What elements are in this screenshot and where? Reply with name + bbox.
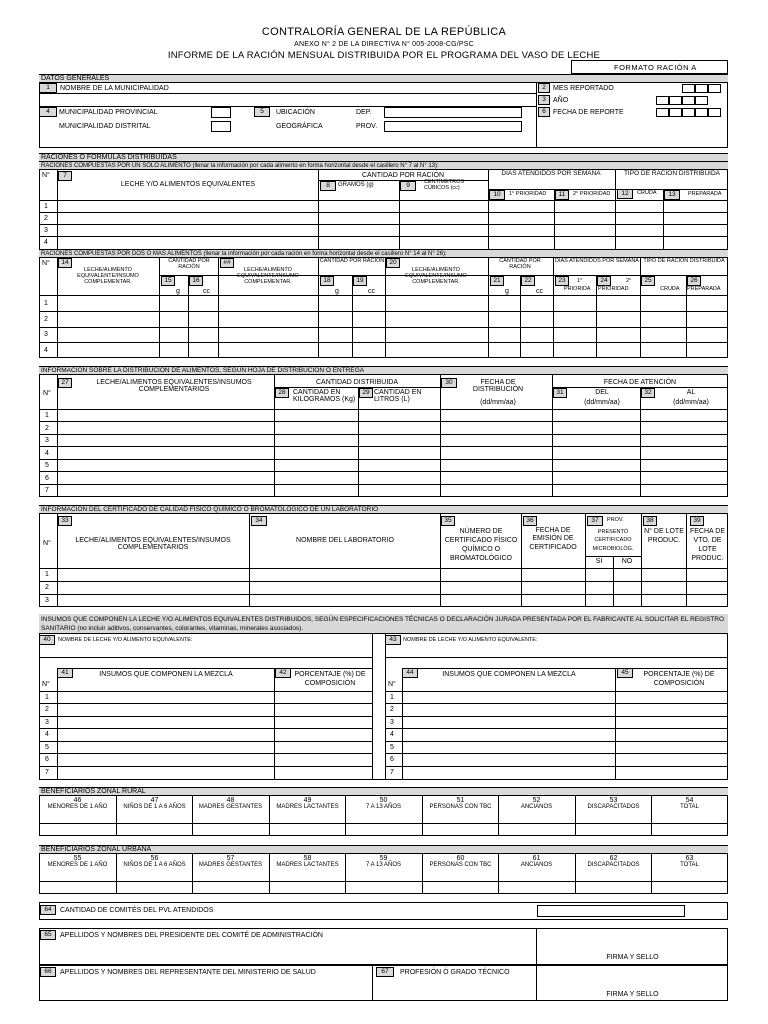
ins-left-row-4: 4	[45, 731, 49, 738]
rural-col-number: 54	[685, 797, 694, 804]
committees-input[interactable]	[537, 905, 685, 917]
food-label-3: LECHE/ALIMENTO EQUIVALENTE/INSUMO COMPLEMENTAR.	[405, 267, 467, 285]
input-name-right: NOMBRE DE LECHE Y/O ALIMENTO EQUIVALENTE:	[403, 637, 538, 643]
dist-date-label: FECHA DE DISTRIBUCIÓN	[472, 379, 524, 394]
document-title: CONTRALORÍA GENERAL DE LA REPÚBLICA	[261, 26, 507, 38]
field-number-6: 6	[538, 107, 550, 117]
ins-right-row-4: 4	[390, 731, 394, 738]
ins-right-row-7: 7	[390, 769, 394, 776]
prov-label: PROV.	[356, 123, 378, 130]
dist-qty-label: CANTIDAD DISTRIBUIDA	[315, 379, 399, 386]
multi-row-4: 4	[44, 347, 48, 354]
field-number-65: 65	[40, 930, 56, 940]
prep-label: PREPARADA	[688, 191, 722, 197]
rural-col-number: 48	[226, 797, 235, 804]
rural-col-number: 50	[379, 797, 388, 804]
single-row-1: 1	[44, 203, 48, 210]
muni-dist-label: MUNICIPALIDAD DISTRITAL	[59, 123, 151, 130]
date-digit-3[interactable]	[682, 108, 695, 117]
prio1-label: 1° PRIORIDAD	[509, 191, 547, 197]
ins-right-row-2: 2	[390, 706, 394, 713]
urban-col-number: 59	[379, 855, 388, 862]
sign-label-1: FIRMA Y SELLO	[606, 954, 659, 961]
lot-label: N° DE LOTE PRODUC.	[644, 528, 684, 545]
ins-left-row-7: 7	[45, 769, 49, 776]
dist-row-4: 4	[45, 450, 49, 457]
field-number-14: 14	[58, 258, 72, 268]
from-label: DEL	[595, 389, 609, 396]
n-label: N°	[42, 172, 50, 179]
field-number-22: 22	[521, 276, 535, 286]
field-number-13: 13	[664, 190, 680, 200]
rural-col-number: 53	[609, 797, 618, 804]
single-food-header: RACIONES COMPUESTAS POR UN SOLO ALIMENTO (llenar la información por cada alimento en forma horizontal desde el casillero N° 7 al N° 13):	[39, 161, 728, 170]
lab-label: NOMBRE DEL LABORATORIO	[296, 537, 394, 544]
field-number-43: 43	[385, 635, 401, 645]
field-number-25: 25	[641, 276, 655, 286]
field-number-20: 20	[386, 258, 400, 268]
urban-col-number: 58	[303, 855, 312, 862]
dist-row-2: 2	[45, 425, 49, 432]
muni-name-label: NOMBRE DE LA MUNICIPALIDAD	[60, 85, 169, 92]
qty-label-3: CANTIDAD POR RACIÓN	[499, 258, 541, 270]
month-digit-3[interactable]	[708, 84, 721, 93]
food-label-2: LECHE/ALIMENTO EQUIVALENTE/INSUMO COMPLEMENTAR.	[237, 267, 299, 285]
pct-label-left: PORCENTAJE (%) DE COMPOSICIÓN	[294, 671, 366, 688]
dep-label: DEP.	[356, 109, 372, 116]
prof-label: PROFESIÓN Ó GRADO TÉCNICO	[400, 969, 510, 976]
attn-label: FECHA DE ATENCIÓN	[603, 379, 677, 386]
field-number-30: 30	[441, 378, 457, 388]
prov-input[interactable]	[384, 121, 522, 132]
cc-unit-1: cc	[203, 288, 210, 295]
field-number-8: 8	[320, 181, 336, 191]
field-number-3: 3	[538, 95, 550, 105]
ins-left-row-2: 2	[45, 706, 49, 713]
month-digit-2[interactable]	[695, 84, 708, 93]
urban-col-number: 56	[150, 855, 159, 862]
field-number-32: 32	[641, 388, 655, 398]
dist-row-7: 7	[45, 487, 49, 494]
field-number-24: 24	[597, 276, 611, 286]
dist-row-3: 3	[45, 437, 49, 444]
urban-col-number: 60	[456, 855, 465, 862]
field-number-19: 19	[353, 276, 367, 286]
days-label: DÍAS ATENDIDOS POR SEMANA	[501, 170, 601, 177]
report-date-label: FECHA DE REPORTE	[553, 109, 624, 116]
cc-unit-2: cc	[368, 288, 375, 295]
cert-food-label: LECHE/ALIMENTOS EQUIVALENTES/INSUMOS COMPLEMENTARIOS	[75, 537, 231, 552]
prov-mini: PROV.	[607, 517, 624, 523]
section-header-urban: BENEFICIARIOS ZONAL URBANA	[39, 845, 728, 854]
field-number-10: 10	[489, 190, 505, 200]
dist-row-1: 1	[45, 412, 49, 419]
ins-right-row-5: 5	[390, 744, 394, 751]
single-row-3: 3	[44, 227, 48, 234]
cc-unit-3: cc	[536, 288, 543, 295]
geo-label: GEOGRÁFICA	[276, 123, 323, 130]
urban-col-label: ANCIANOS	[520, 862, 553, 868]
single-row-2: 2	[44, 215, 48, 222]
exp-label: FECHA DE VTO. DE LOTE PRODUC.	[689, 528, 725, 563]
urban-col-number: 57	[226, 855, 235, 862]
ins-left-row-1: 1	[45, 694, 49, 701]
prio2-short: 2°	[626, 278, 632, 284]
pct-label-right: PORCENTAJE (%) DE COMPOSICIÓN	[643, 671, 715, 688]
liters-label: CANTIDAD EN LITROS (L)	[374, 389, 422, 404]
qty-label-1: CANTIDAD POR RACIÓN	[168, 258, 210, 270]
year-digit-3[interactable]	[682, 96, 695, 105]
rural-col-number: 52	[532, 797, 541, 804]
urban-col-label: 7 A 13 AÑOS	[365, 862, 402, 868]
emission-label: FECHA DE EMISIÓN DE CERTIFICADO	[529, 527, 577, 551]
field-number-17: ##	[220, 258, 234, 268]
ins-right-row-3: 3	[390, 719, 394, 726]
rural-col-label: PERSONAS CON TBC	[429, 804, 492, 810]
rural-col-label: MADRES LACTANTES	[276, 804, 339, 810]
to-fmt: (dd/mm/aa)	[673, 399, 709, 406]
rural-col-number: 47	[150, 797, 159, 804]
rural-col-number: 51	[456, 797, 465, 804]
raw-label: CRUDA	[637, 190, 657, 196]
urban-col-number: 63	[685, 855, 694, 862]
urban-col-label: MADRES LACTANTES	[276, 862, 339, 868]
to-label: AL	[686, 389, 696, 396]
micro-label: PRESENTÓ CERTIFICADO MICROBIOLÓG.	[592, 529, 634, 552]
ins-right-row-1: 1	[390, 694, 394, 701]
prio-label-2: PRIORIDAD	[598, 286, 629, 292]
days-label-2: DÍAS ATENDIDOS POR SEMANA	[555, 258, 639, 264]
no-label: NO	[621, 558, 633, 565]
rural-col-label: DISCAPACITADOS	[587, 804, 640, 810]
section-header-certificate: INFORMACIÓN DEL CERTIFICADO DE CALIDAD FÍSICO QUÍMICO O BROMATOLÓGICO DE UN LABORATORIO	[39, 505, 728, 514]
field-number-40: 40	[39, 635, 55, 645]
field-number-34: 34	[251, 516, 267, 526]
ins-label-left: INSUMOS QUE COMPONEN LA MEZCLA	[99, 671, 233, 678]
qty-label: CANTIDAD POR RACIÓN	[361, 172, 445, 179]
field-number-4: 4	[39, 107, 57, 117]
muni-prov-checkbox[interactable]	[211, 107, 231, 118]
field-number-35: 35	[441, 516, 455, 526]
field-number-42: 42	[275, 668, 291, 678]
prio1-short: 1°	[577, 278, 583, 284]
field-number-21: 21	[490, 276, 504, 286]
field-number-67: 67	[376, 967, 394, 977]
prio2-label: 2° PRIORIDAD	[573, 191, 611, 197]
field-number-11: 11	[555, 190, 569, 200]
g-unit-3: g	[505, 288, 509, 295]
field-number-31: 31	[553, 388, 567, 398]
cert-row-2: 2	[45, 584, 49, 591]
rural-col-label: 7 A 13 AÑOS	[365, 804, 402, 810]
field-number-23: 23	[555, 276, 569, 286]
year-digit-2[interactable]	[669, 96, 682, 105]
field-number-36: 36	[523, 516, 537, 526]
from-fmt: (dd/mm/aa)	[584, 399, 620, 406]
rural-col-label: TOTAL	[680, 804, 699, 810]
year-digit-1[interactable]	[656, 96, 669, 105]
food-label-1: LECHE/ALIMENTO EQUIVALENTE/INSUMO COMPLEMENTAR.	[77, 267, 139, 285]
date-digit-2[interactable]	[669, 108, 682, 117]
ins-left-row-5: 5	[45, 744, 49, 751]
field-number-2: 2	[538, 83, 550, 93]
president-label: APELLIDOS Y NOMBRES DEL PRESIDENTE DEL COMITÉ DE ADMINISTRACIÓN	[60, 932, 323, 939]
field-number-64: 64	[40, 905, 56, 915]
field-number-1: 1	[39, 83, 57, 93]
dist-row-6: 6	[45, 475, 49, 482]
field-number-9: 9	[400, 181, 416, 191]
g-unit-1: g	[176, 288, 180, 295]
urban-col-label: PERSONAS CON TBC	[429, 862, 492, 868]
ins-n-right: N°	[388, 681, 396, 688]
year-digit-4[interactable]	[695, 96, 708, 105]
committees-label: CANTIDAD DE COMITÉS DEL PVL ATENDIDOS	[60, 907, 214, 914]
urban-col-label: NIÑOS DE 1 A 6 AÑOS	[123, 862, 186, 868]
rural-col-label: NIÑOS DE 1 A 6 AÑOS	[123, 804, 186, 810]
qty-label-2: CANTIDAD POR RACIÓN	[319, 258, 385, 264]
kg-label: CANTIDAD EN KILOGRAMOS (Kg)	[293, 389, 356, 404]
field-number-39: 39	[690, 516, 704, 526]
urban-col-number: 62	[609, 855, 618, 862]
annex-label: ANEXO N° 2 DE LA DIRECTIVA N° 005-2008-CG/PSC	[294, 41, 474, 48]
urban-col-label: MENORES DE 1 AÑO	[47, 862, 108, 868]
ins-left-row-6: 6	[45, 756, 49, 763]
date-digit-5[interactable]	[708, 108, 721, 117]
multi-row-1: 1	[44, 300, 48, 307]
rural-col-label: ANCIANOS	[520, 804, 553, 810]
field-number-38: 38	[643, 516, 657, 526]
type-label: TIPO DE RACIÓN DISTRIBUIDA	[623, 170, 721, 177]
format-box	[571, 60, 728, 74]
dist-row-5: 5	[45, 462, 49, 469]
month-label: MES REPORTADO	[553, 85, 614, 92]
dist-n-label: N°	[43, 390, 51, 397]
field-number-26: 26	[687, 276, 701, 286]
field-number-29: 29	[359, 388, 373, 398]
field-number-33: 33	[58, 516, 72, 526]
single-row-4: 4	[44, 239, 48, 246]
rural-col-number: 49	[303, 797, 312, 804]
rural-col-label: MADRES GESTANTES	[198, 804, 263, 810]
section-header-rural: BENEFICIARIOS ZONAL RURAL	[39, 787, 728, 796]
field-number-7: 7	[58, 171, 72, 181]
g-unit-2: g	[335, 288, 339, 295]
section-header-rations: RACIONES O FÓRMULAS DISTRIBUIDAS	[39, 153, 728, 162]
rural-col-number: 46	[73, 797, 82, 804]
multi-food-header: RACIONES COMPUESTAS POR DOS O MÁS ALIMENTOS (llenar la información por cada ración en forma horizontal desde el casillero N° 14 al N° 26):	[39, 249, 728, 258]
dist-food-label: LECHE/ALIMENTOS EQUIVALENTES/INSUMOS COMPLEMENTARIOS	[96, 379, 252, 394]
prio-label-1: PRIORIDA	[564, 286, 591, 292]
yes-label: SI	[595, 558, 603, 565]
month-digit-1[interactable]	[682, 84, 695, 93]
field-number-5: 5	[254, 107, 270, 117]
field-number-28: 28	[275, 388, 289, 398]
cc-label: CENTÍMETROS CÚBICOS (cc)	[424, 179, 465, 191]
urban-col-number: 61	[532, 855, 541, 862]
cert-row-3: 3	[45, 597, 49, 604]
muni-prov-label: MUNICIPALIDAD PROVINCIAL	[59, 109, 158, 116]
field-number-44: 44	[402, 668, 418, 678]
field-number-27: 27	[58, 378, 72, 388]
format-label: FORMATO RACIÓN A	[614, 63, 697, 72]
section-header-inputs: INSUMOS QUE COMPONEN LA LECHE Y/O ALIMENTOS EQUIVALENTES DISTRIBUIDOS, SEGÚN ESPECIFICACIONES TÉCNICAS O DECLARACIÓN JURADA PRESENTADA POR EL FABRICANTE AL SOLICITAR EL REGISTRO SANITARIO (no incluir aditivos, conservantes, colorantes, vitaminas, minerales asociados).	[41, 616, 725, 632]
field-number-45: 45	[617, 668, 633, 678]
urban-col-label: TOTAL	[680, 862, 699, 868]
document-subtitle: INFORME DE LA RACIÓN MENSUAL DISTRIBUIDA POR EL PROGRAMA DEL VASO DE LECHE	[167, 50, 601, 61]
n-label-2: N°	[42, 260, 50, 267]
year-label: AÑO	[553, 97, 569, 104]
urban-col-number: 55	[73, 855, 82, 862]
section-header-distribution: INFORMACIÓN SOBRE LA DISTRIBUCIÓN DE ALIMENTOS, SEGÚN HOJA DE DISTRIBUCIÓN O ENTREGA	[39, 366, 728, 375]
rep-label: APELLIDOS Y NOMBRES DEL REPRESENTANTE DEL MINISTERIO DE SALUD	[60, 969, 316, 976]
field-number-66: 66	[40, 967, 56, 977]
multi-row-2: 2	[44, 316, 48, 323]
ins-right-row-6: 6	[390, 756, 394, 763]
cert-number-label: NÚMERO DE CERTIFICADO FÍSICO QUÍMICO O BROMATOLÓGICO	[444, 528, 518, 563]
date-digit-4[interactable]	[695, 108, 708, 117]
type-label-2: TIPO DE RACIÓN DISTRIBUIDA	[643, 258, 725, 264]
raw-label-2: CRUDA	[660, 286, 680, 292]
prep-label-2: PREPARADA	[687, 286, 721, 292]
milk-label: LECHE Y/O ALIMENTOS EQUIVALENTES	[120, 181, 256, 188]
ins-left-row-3: 3	[45, 719, 49, 726]
dist-date-fmt: (dd/mm/aa)	[480, 399, 516, 406]
rural-col-label: MENORES DE 1 AÑO	[47, 804, 108, 810]
sign-label-2: FIRMA Y SELLO	[606, 991, 659, 998]
grams-label: GRAMOS (g)	[338, 182, 374, 188]
ins-label-right: INSUMOS QUE COMPONEN LA MEZCLA	[442, 671, 576, 678]
cert-row-1: 1	[45, 571, 49, 578]
field-number-12: 12	[617, 189, 633, 199]
field-number-16: 16	[189, 276, 203, 286]
section-header-general: DATOS GENERALES	[39, 74, 728, 83]
field-number-37: 37	[587, 516, 603, 526]
ubic-label: UBICACIÓN	[276, 109, 315, 116]
muni-dist-checkbox[interactable]	[211, 121, 231, 132]
multi-row-3: 3	[44, 331, 48, 338]
ins-n-left: N°	[42, 681, 50, 688]
urban-col-label: MADRES GESTANTES	[198, 862, 263, 868]
date-digit-1[interactable]	[656, 108, 669, 117]
field-number-18: 18	[320, 276, 334, 286]
cert-n-label: N°	[43, 540, 51, 547]
input-name-left: NOMBRE DE LECHE Y/O ALIMENTO EQUIVALENTE:	[58, 637, 193, 643]
dep-input[interactable]	[384, 107, 522, 118]
urban-col-label: DISCAPACITADOS	[587, 862, 640, 868]
field-number-41: 41	[57, 668, 73, 678]
field-number-15: 15	[161, 276, 175, 286]
